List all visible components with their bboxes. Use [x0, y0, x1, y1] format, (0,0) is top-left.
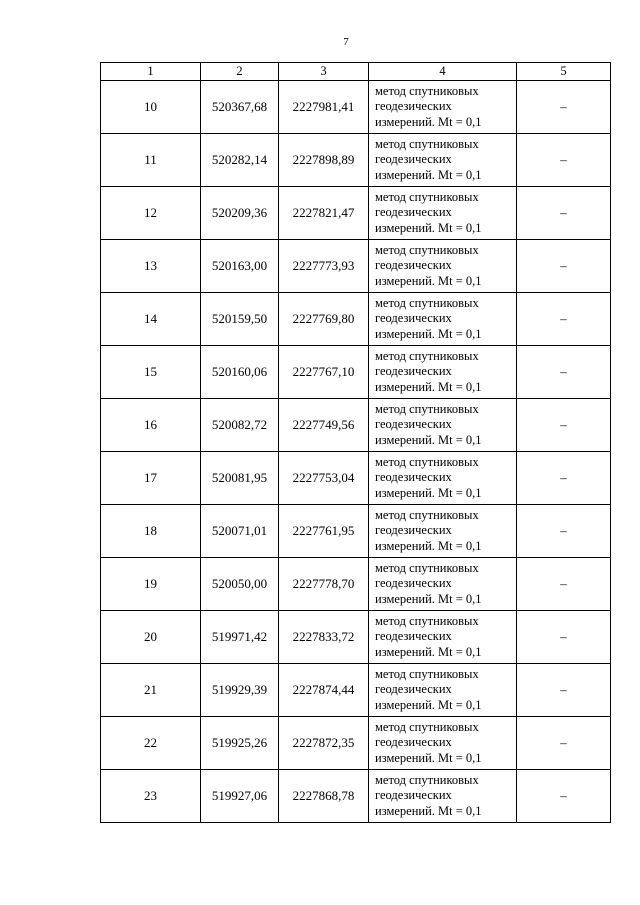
- method-line: метод спутниковых: [375, 507, 479, 522]
- method-cell: [369, 452, 517, 505]
- point-number-cell: 21: [101, 664, 201, 717]
- point-number-cell: 13: [101, 240, 201, 293]
- note-cell: –: [517, 770, 611, 823]
- method-line: измерений. Mt = 0,1: [375, 697, 482, 712]
- x-coordinate-cell: 519929,39: [201, 664, 279, 717]
- point-number-cell: 23: [101, 770, 201, 823]
- table-row: [101, 505, 611, 558]
- table-row: [101, 558, 611, 611]
- table-header-row: [101, 63, 611, 81]
- method-line: геодезических: [375, 735, 452, 750]
- x-coordinate-cell: 520071,01: [201, 505, 279, 558]
- y-coordinate-cell: 2227833,72: [279, 611, 369, 664]
- method-line: измерений. Mt = 0,1: [375, 273, 482, 288]
- method-line: измерений. Mt = 0,1: [375, 591, 482, 606]
- note-cell: –: [517, 134, 611, 187]
- method-line: измерений. Mt = 0,1: [375, 644, 482, 659]
- coordinates-table: [100, 62, 611, 823]
- table-row: [101, 293, 611, 346]
- point-number-cell: 17: [101, 452, 201, 505]
- method-line: метод спутниковых: [375, 242, 479, 257]
- y-coordinate-cell: 2227761,95: [279, 505, 369, 558]
- y-coordinate-cell: 2227898,89: [279, 134, 369, 187]
- method-line: измерений. Mt = 0,1: [375, 326, 482, 341]
- method-line: геодезических: [375, 417, 452, 432]
- method-line: геодезических: [375, 682, 452, 697]
- method-line: геодезических: [375, 470, 452, 485]
- point-number-cell: 16: [101, 399, 201, 452]
- header-col-2: 2: [201, 63, 279, 81]
- x-coordinate-cell: 520159,50: [201, 293, 279, 346]
- x-coordinate-cell: 519971,42: [201, 611, 279, 664]
- table-row: [101, 81, 611, 134]
- x-coordinate-cell: 520050,00: [201, 558, 279, 611]
- header-col-4: 4: [369, 63, 517, 81]
- method-line: измерений. Mt = 0,1: [375, 379, 482, 394]
- x-coordinate-cell: 520163,00: [201, 240, 279, 293]
- table-row: [101, 770, 611, 823]
- method-line: геодезических: [375, 364, 452, 379]
- note-cell: –: [517, 505, 611, 558]
- point-number-cell: 20: [101, 611, 201, 664]
- x-coordinate-cell: 519925,26: [201, 717, 279, 770]
- method-line: метод спутниковых: [375, 295, 479, 310]
- point-number-cell: 10: [101, 81, 201, 134]
- point-number-cell: 19: [101, 558, 201, 611]
- x-coordinate-cell: 520081,95: [201, 452, 279, 505]
- y-coordinate-cell: 2227749,56: [279, 399, 369, 452]
- note-cell: –: [517, 664, 611, 717]
- method-line: измерений. Mt = 0,1: [375, 114, 482, 129]
- method-cell: [369, 134, 517, 187]
- y-coordinate-cell: 2227874,44: [279, 664, 369, 717]
- table-row: [101, 346, 611, 399]
- method-line: метод спутниковых: [375, 772, 479, 787]
- method-cell: [369, 770, 517, 823]
- point-number-cell: 18: [101, 505, 201, 558]
- method-cell: [369, 664, 517, 717]
- method-line: геодезических: [375, 523, 452, 538]
- method-line: метод спутниковых: [375, 666, 479, 681]
- note-cell: –: [517, 717, 611, 770]
- method-cell: [369, 611, 517, 664]
- x-coordinate-cell: 520209,36: [201, 187, 279, 240]
- header-col-1: 1: [101, 63, 201, 81]
- method-line: метод спутниковых: [375, 83, 479, 98]
- method-line: измерений. Mt = 0,1: [375, 538, 482, 553]
- point-number-cell: 22: [101, 717, 201, 770]
- table-row: [101, 717, 611, 770]
- y-coordinate-cell: 2227767,10: [279, 346, 369, 399]
- table-row: [101, 240, 611, 293]
- header-col-3: 3: [279, 63, 369, 81]
- y-coordinate-cell: 2227981,41: [279, 81, 369, 134]
- method-cell: [369, 187, 517, 240]
- note-cell: –: [517, 187, 611, 240]
- method-line: метод спутниковых: [375, 401, 479, 416]
- method-cell: [369, 293, 517, 346]
- note-cell: –: [517, 346, 611, 399]
- page-number: 7: [343, 36, 349, 48]
- method-line: геодезических: [375, 629, 452, 644]
- method-line: метод спутниковых: [375, 136, 479, 151]
- method-line: метод спутниковых: [375, 613, 479, 628]
- method-line: метод спутниковых: [375, 560, 479, 575]
- y-coordinate-cell: 2227872,35: [279, 717, 369, 770]
- point-number-cell: 15: [101, 346, 201, 399]
- method-cell: [369, 81, 517, 134]
- method-line: метод спутниковых: [375, 719, 479, 734]
- method-cell: [369, 346, 517, 399]
- method-line: измерений. Mt = 0,1: [375, 167, 482, 182]
- y-coordinate-cell: 2227778,70: [279, 558, 369, 611]
- x-coordinate-cell: 519927,06: [201, 770, 279, 823]
- method-line: измерений. Mt = 0,1: [375, 485, 482, 500]
- x-coordinate-cell: 520367,68: [201, 81, 279, 134]
- method-line: геодезических: [375, 205, 452, 220]
- table-body: [101, 81, 611, 823]
- note-cell: –: [517, 452, 611, 505]
- method-cell: [369, 505, 517, 558]
- method-line: измерений. Mt = 0,1: [375, 750, 482, 765]
- table-row: [101, 452, 611, 505]
- method-cell: [369, 717, 517, 770]
- method-line: геодезических: [375, 311, 452, 326]
- table-row: [101, 399, 611, 452]
- note-cell: –: [517, 558, 611, 611]
- note-cell: –: [517, 399, 611, 452]
- table-row: [101, 664, 611, 717]
- method-line: метод спутниковых: [375, 189, 479, 204]
- y-coordinate-cell: 2227753,04: [279, 452, 369, 505]
- method-line: геодезических: [375, 788, 452, 803]
- table-row: [101, 187, 611, 240]
- table-row: [101, 134, 611, 187]
- method-line: геодезических: [375, 576, 452, 591]
- note-cell: –: [517, 611, 611, 664]
- method-line: геодезических: [375, 99, 452, 114]
- coordinates-table-wrapper: [100, 62, 611, 823]
- table-row: [101, 611, 611, 664]
- note-cell: –: [517, 240, 611, 293]
- point-number-cell: 12: [101, 187, 201, 240]
- method-line: измерений. Mt = 0,1: [375, 803, 482, 818]
- method-line: геодезических: [375, 152, 452, 167]
- method-line: измерений. Mt = 0,1: [375, 432, 482, 447]
- method-line: измерений. Mt = 0,1: [375, 220, 482, 235]
- point-number-cell: 11: [101, 134, 201, 187]
- method-line: геодезических: [375, 258, 452, 273]
- y-coordinate-cell: 2227821,47: [279, 187, 369, 240]
- method-cell: [369, 558, 517, 611]
- method-cell: [369, 240, 517, 293]
- x-coordinate-cell: 520282,14: [201, 134, 279, 187]
- y-coordinate-cell: 2227868,78: [279, 770, 369, 823]
- method-cell: [369, 399, 517, 452]
- y-coordinate-cell: 2227773,93: [279, 240, 369, 293]
- method-line: метод спутниковых: [375, 454, 479, 469]
- method-line: метод спутниковых: [375, 348, 479, 363]
- note-cell: –: [517, 81, 611, 134]
- y-coordinate-cell: 2227769,80: [279, 293, 369, 346]
- x-coordinate-cell: 520082,72: [201, 399, 279, 452]
- header-col-5: 5: [517, 63, 611, 81]
- note-cell: –: [517, 293, 611, 346]
- x-coordinate-cell: 520160,06: [201, 346, 279, 399]
- point-number-cell: 14: [101, 293, 201, 346]
